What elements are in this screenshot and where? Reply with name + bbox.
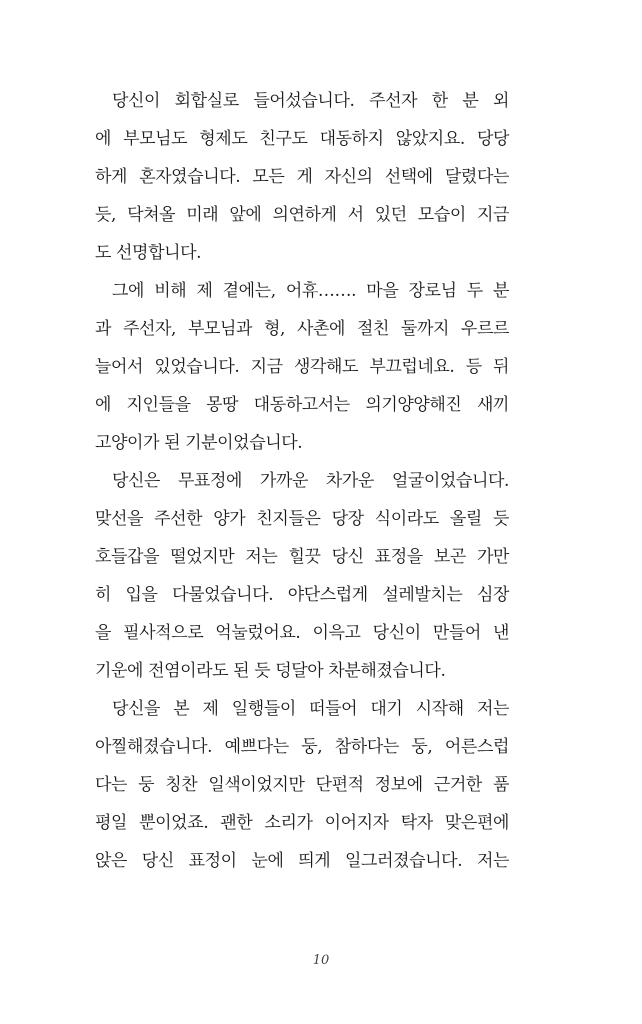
paragraph-1-line-4: 듯, 닥쳐올 미래 앞에 의연하게 서 있던 모습이 지금 xyxy=(95,205,509,225)
paragraph-4-line-2: 아찔해졌습니다. 예쁘다는 둥, 참하다는 둥, 어른스럽 xyxy=(95,737,509,757)
paragraph-1-line-5: 도 선명합니다. xyxy=(95,243,202,263)
page-number: 10 xyxy=(312,953,330,968)
paragraph-2-line-1: 그에 비해 제 곁에는, 어휴……. 마을 장로님 두 분 xyxy=(112,281,509,301)
paragraph-3-line-3: 호들갑을 떨었지만 저는 힐끗 당신 표정을 보곤 가만 xyxy=(95,547,509,567)
paragraph-1-line-2: 에 부모님도 형제도 친구도 대동하지 않았지요. 당당 xyxy=(95,129,509,149)
body-text xyxy=(95,82,509,880)
paragraph-3-line-2: 맞선을 주선한 양가 친지들은 당장 식이라도 올릴 듯 xyxy=(95,509,509,529)
paragraph-1-line-1: 당신이 회합실로 들어섰습니다. 주선자 한 분 외 xyxy=(112,91,509,111)
paragraph-2-line-5: 고양이가 된 기분이었습니다. xyxy=(95,433,303,453)
paragraph-3-line-6: 기운에 전염이라도 된 듯 덩달아 차분해졌습니다. xyxy=(95,661,446,681)
paragraph-2-line-3: 늘어서 있었습니다. 지금 생각해도 부끄럽네요. 등 뒤 xyxy=(95,357,509,377)
paragraph-3-line-5: 을 필사적으로 억눌렀어요. 이윽고 당신이 만들어 낸 xyxy=(95,623,509,643)
paragraph-4-line-1: 당신을 본 제 일행들이 떠들어 대기 시작해 저는 xyxy=(112,699,509,719)
paragraph-2-line-2: 과 주선자, 부모님과 형, 사촌에 절친 둘까지 우르르 xyxy=(95,319,509,339)
paragraph-3-line-1: 당신은 무표정에 가까운 차가운 얼굴이었습니다. xyxy=(112,471,509,491)
paragraph-4-line-4: 평일 뿐이었죠. 괜한 소리가 이어지자 탁자 맞은편에 xyxy=(95,813,509,833)
paragraph-4-line-3: 다는 둥 칭찬 일색이었지만 단편적 정보에 근거한 품 xyxy=(95,775,509,795)
paragraph-3-line-4: 히 입을 다물었습니다. 야단스럽게 설레발치는 심장 xyxy=(95,585,509,605)
paragraph-2-line-4: 에 지인들을 몽땅 대동하고서는 의기양양해진 새끼 xyxy=(95,395,509,415)
paragraph-4-line-5: 앉은 당신 표정이 눈에 띄게 일그러졌습니다. 저는 xyxy=(95,851,509,871)
paragraph-1-line-3: 하게 혼자였습니다. 모든 게 자신의 선택에 달렸다는 xyxy=(95,167,509,187)
